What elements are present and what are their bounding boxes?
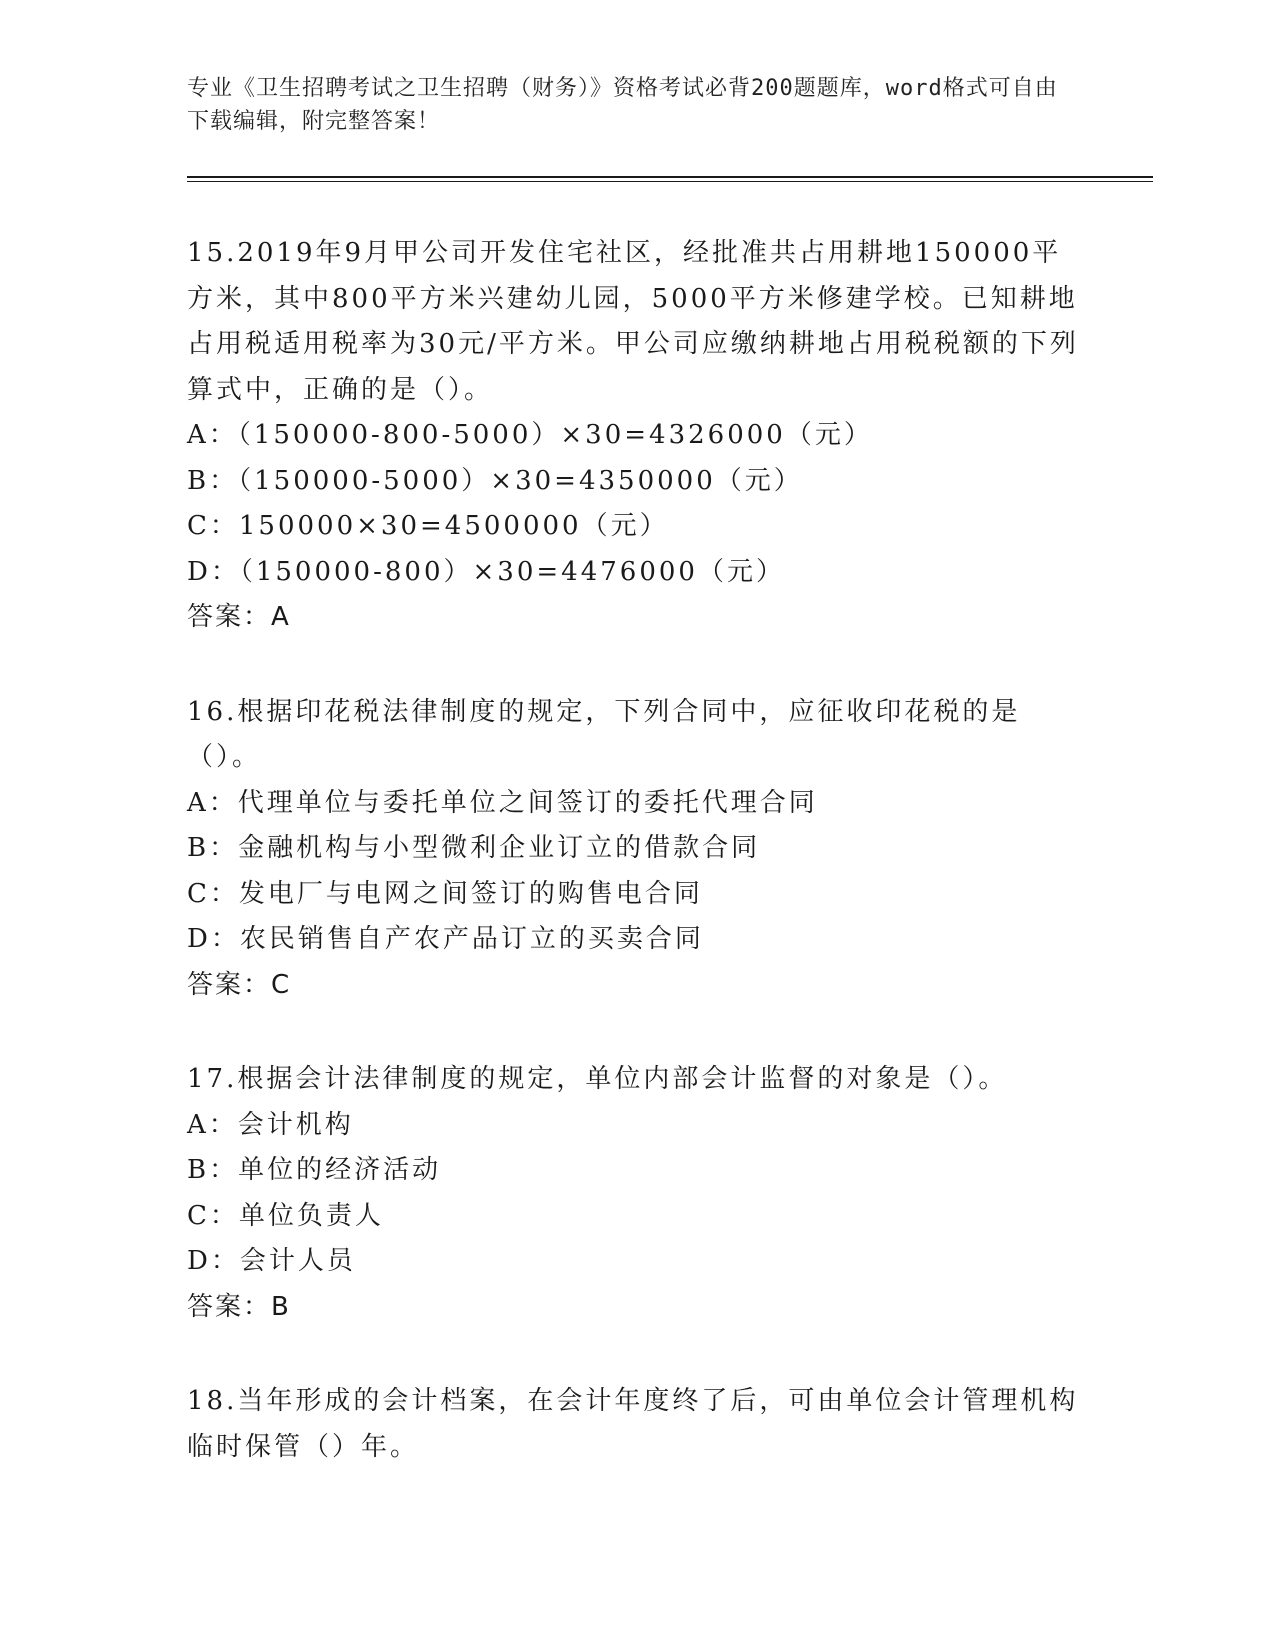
option-d: D：会计人员	[187, 1246, 356, 1276]
question-18	[187, 1379, 1087, 1470]
option-c: C：150000×30=4500000（元）	[187, 511, 669, 541]
question-list	[187, 231, 1087, 1519]
header-divider-thick	[187, 176, 1153, 178]
question-text: 17.根据会计法律制度的规定，单位内部会计监督的对象是（）。	[187, 1064, 1008, 1094]
answer-label: 答案：C	[187, 969, 292, 1000]
question-text: 18.当年形成的会计档案，在会计年度终了后，可由单位会计管理机构临时保管（）年。	[187, 1386, 1079, 1462]
option-d: D：（150000-800）×30=4476000（元）	[187, 556, 785, 587]
question-text: 15.2019年9月甲公司开发住宅社区，经批准共占用耕地150000平方米，其中800平方米兴建幼儿园，5000平方米修建学校。已知耕地占用税适用税率为30元/平方米。甲公司应缴纳耕地占用税税额的下列算式中，正确的是（）。	[187, 238, 1079, 405]
option-b: B：（150000-5000）×30=4350000（元）	[187, 465, 803, 496]
option-d: D：农民销售自产农产品订立的买卖合同	[187, 924, 704, 954]
question-text: 16.根据印花税法律制度的规定，下列合同中，应征收印花税的是（）。	[187, 696, 1021, 772]
option-a: A：（150000-800-5000）×30=4326000（元）	[187, 420, 873, 450]
option-b: B：金融机构与小型微利企业订立的借款合同	[187, 833, 761, 863]
option-c: C：单位负责人	[187, 1200, 384, 1231]
document-header: 专业《卫生招聘考试之卫生招聘（财务）》资格考试必背200题题库，word格式可自由下载编辑，附完整答案！	[187, 76, 1058, 134]
header-divider-thin	[187, 181, 1153, 182]
option-c: C：发电厂与电网之间签订的购售电合同	[187, 878, 703, 909]
option-b: B：单位的经济活动	[187, 1155, 442, 1185]
option-a: A：会计机构	[187, 1109, 354, 1140]
question-15	[187, 231, 1087, 641]
answer-label: 答案：B	[187, 1291, 291, 1322]
option-a: A：代理单位与委托单位之间签订的委托代理合同	[187, 787, 818, 818]
answer-label: 答案：A	[187, 602, 291, 632]
question-16	[187, 690, 1087, 1009]
question-17	[187, 1057, 1087, 1330]
